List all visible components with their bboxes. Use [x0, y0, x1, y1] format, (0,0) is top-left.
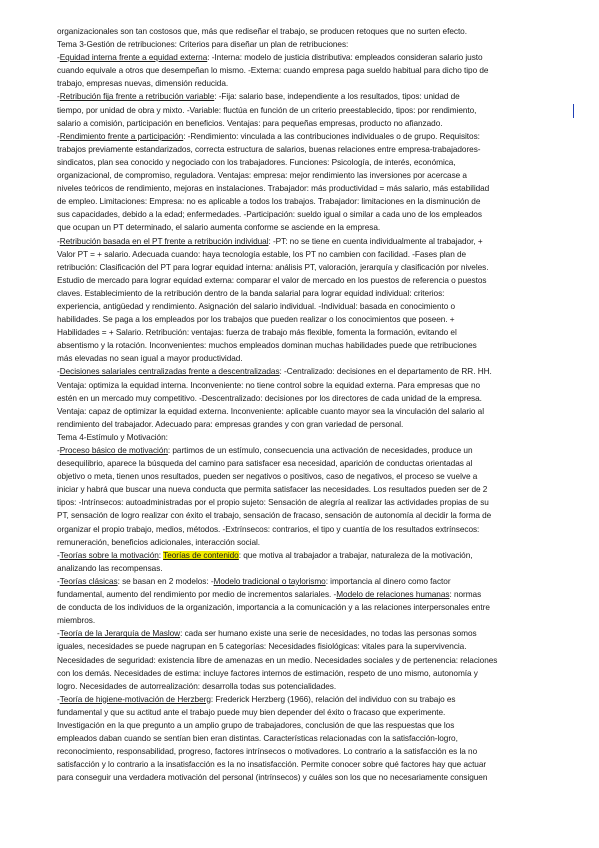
- text-segment: : -Fija: salario base, independiente a los resultados, tipos: unidad de: [214, 92, 460, 102]
- text-line: [57, 365, 569, 378]
- text-line: [57, 117, 569, 130]
- text-segment: Tema 4-Estímulo y Motivación:: [57, 432, 168, 442]
- text-line: [57, 248, 569, 261]
- underlined-heading: Teorías sobre la motivación: [59, 550, 159, 560]
- text-cursor: [573, 104, 574, 118]
- text-segment: miembros.: [57, 616, 96, 626]
- text-line: [57, 221, 569, 234]
- text-segment: -: [57, 694, 60, 704]
- text-segment: PT, sensación de logro realizar con éxito el trabajo, sensación de fracaso, sensación de autonomía al decidir la forma de: [57, 511, 492, 521]
- text-line: [57, 182, 569, 195]
- text-segment: tiempo, por unidad de obra y mixto. -Variable: fluctúa en función de un criterio preestablecido, tipos: por rendimiento,: [57, 105, 477, 115]
- text-segment: de empleo. Limitaciones: Empresa: no es aplicable a todos los trabajos. Trabajador: limitaciones en la disminución de: [57, 197, 481, 207]
- text-line: [57, 588, 569, 601]
- text-segment: fundamental y que su actitud ante el trabajo puede muy bien depender del éxito o fracaso que experimente.: [57, 707, 446, 717]
- underlined-heading: Modelo de relaciones humanas: [336, 590, 450, 600]
- text-segment: tipos: -Intrínsecos: autoadministradas por el propio sujeto: Sensación de alegría al realizar las actividades propias de su: [57, 498, 489, 508]
- text-segment: : cada ser humano existe una serie de necesidades, no todas las personas somos: [180, 629, 477, 639]
- text-segment: estén en un mercado muy competitivo. -Descentralizado: decisiones por los directores de cada unidad de la empresa.: [57, 393, 482, 403]
- text-segment: : -Interna: modelo de justicia distributiva: empleados consideran salario justo: [207, 53, 483, 63]
- text-segment: -: [57, 92, 60, 102]
- underlined-heading: Retribución fija frente a retribución variable: [59, 92, 215, 102]
- text-line: [57, 654, 569, 667]
- text-segment: satisfacción y lo contrario a la insatisfacción es la no insatisfacción. Permite conocer sobre qué factores hay que actuar: [57, 760, 487, 770]
- text-line: [57, 90, 569, 103]
- text-segment: reconocimiento, responsabilidad, progreso, factores intrínsecos o motivadores. Lo contrario a la satisfacción es la no: [57, 747, 478, 757]
- text-segment: -: [57, 367, 60, 377]
- text-segment: trabajos previamente estandarizados, correcta estructura de salarios, buenas relaciones entre empresa-trabajadores-: [57, 144, 481, 154]
- underlined-heading: Teorías clásicas: [59, 576, 118, 586]
- text-segment: Tema 3-Gestión de retribuciones: Criterios para diseñar un plan de retribuciones:: [57, 40, 349, 50]
- text-segment: iguales, necesidades se puede nagrupan en 5 categorías: Necesidades fisiológicas: vitales para la supervivencia.: [57, 642, 467, 652]
- text-line: [57, 235, 569, 248]
- text-segment: habilidades. Se paga a los empleados por los trabajos que pueden realizar o los conocimientos que poseen. +: [57, 315, 455, 325]
- text-line: [57, 470, 569, 483]
- underlined-heading: Modelo tradicional o taylorismo: [213, 576, 326, 586]
- text-segment: : se basan en 2 modelos: -: [117, 576, 214, 586]
- text-line: [57, 627, 569, 640]
- text-segment: -: [57, 131, 60, 141]
- text-segment: Ventaja: optimiza la equidad interna. Inconveniente: no tiene control sobre la equidad externa. Para empresas que no: [57, 380, 481, 390]
- text-segment: rendimiento del trabajador. Adecuado para: empresas grandes y con gran variedad de personal.: [57, 419, 404, 429]
- text-segment: objetivo o meta, tienen unos resultados, pueden ser negativos o positivos, caso de negativos, el proceso se vuelve a: [57, 472, 478, 482]
- text-segment: -: [57, 236, 60, 246]
- text-line: [57, 601, 569, 614]
- text-line: [57, 326, 569, 339]
- text-line: [57, 392, 569, 405]
- text-segment: : -Rendimiento: vinculada a las contribuciones individuales o de grupo. Requisitos:: [183, 131, 480, 141]
- text-line: [57, 287, 569, 300]
- underlined-heading: Decisiones salariales centralizadas frente a descentralizadas: [59, 367, 280, 377]
- text-line: [57, 523, 569, 536]
- text-segment: más elevadas no sean igual a mayor productividad.: [57, 354, 243, 364]
- text-line: [57, 25, 569, 38]
- text-line: [57, 431, 569, 444]
- text-line: [57, 64, 569, 77]
- text-line: [57, 169, 569, 182]
- underlined-heading: Teoría de la Jerarquía de Maslow: [59, 629, 181, 639]
- text-segment: retribución: Clasificación del PT para lograr equidad interna: análisis PT, valoración, jerarquía y clasificación por niveles.: [57, 262, 489, 272]
- text-line: [57, 640, 569, 653]
- text-segment: fundamental, aumento del rendimiento por medio de incrementos salariales. -: [57, 590, 337, 600]
- text-line: [57, 549, 569, 562]
- text-segment: de conducta de los individuos de la organización, importancia a la comunicación y a las relaciones interpersonales entre: [57, 603, 490, 613]
- text-segment: : normas: [449, 590, 482, 600]
- text-segment: cuando equivale a otros que desempeñan lo mismo. -Externa: cuando empresa paga sueldo habitual para dicho tipo de: [57, 66, 489, 76]
- text-line: [57, 51, 569, 64]
- text-line: [57, 680, 569, 693]
- text-line: [57, 614, 569, 627]
- text-line: [57, 745, 569, 758]
- text-segment: : importancia al dinero como factor: [325, 576, 451, 586]
- text-segment: organizar el propio trabajo, medios, métodos. -Extrínsecos: contrarios, el tipo y cuantía de los resultados extrínsecos:: [57, 524, 480, 534]
- text-segment: remuneración, beneficios adicionales, interacción social.: [57, 537, 261, 547]
- text-segment: sus capacidades, debido a la edad; enfermedades. -Participación: sueldo igual o similar a cada uno de los empleados: [57, 210, 482, 220]
- text-line: [57, 575, 569, 588]
- text-line: [57, 536, 569, 549]
- text-segment: organizacional, de compromiso, reguladora. Ventajas: empresa: mejor rendimiento las inversiones por acercase a: [57, 171, 467, 181]
- text-segment: : que motiva al trabajador a trabajar, naturaleza de la motivación,: [238, 550, 473, 560]
- text-segment: Valor PT = + salario. Adecuada cuando: haya tecnología estable, los PT no cambien con facilidad. -Fases plan de: [57, 249, 467, 259]
- text-segment: iniciar y habrá que buscar una nueva conducta que permita satisfacer las necesidades. Los resultados pueden ser de 2: [57, 485, 488, 495]
- text-line: [57, 195, 569, 208]
- text-line: [57, 457, 569, 470]
- text-line: [57, 758, 569, 771]
- text-segment: : -PT: no se tiene en cuenta individualmente al trabajador, +: [268, 236, 483, 246]
- underlined-heading: Proceso básico de motivación: [59, 446, 168, 455]
- text-line: [57, 104, 569, 117]
- text-segment: experiencia, antigüedad y rendimiento. Asignación del salario individual. -Individual: basada en conocimiento o: [57, 301, 456, 311]
- text-line: [57, 313, 569, 326]
- text-line: [57, 719, 569, 732]
- text-line: [57, 509, 569, 522]
- text-segment: sindicatos, plan sea conocido y negociado con los trabajadores. Funciones: Psicología, de interés, económica,: [57, 157, 456, 167]
- text-line: [57, 483, 569, 496]
- text-line: [57, 300, 569, 313]
- text-segment: -: [57, 629, 60, 639]
- text-segment: Investigación en la que pregunto a un amplio grupo de trabajadores, conclusión de que las respuestas que los: [57, 720, 455, 730]
- text-line: [57, 352, 569, 365]
- text-segment: Necesidades de seguridad: existencia libre de amenazas en un medio. Necesidades sociales y de pertenencia: relaciones: [57, 655, 498, 665]
- text-segment: absentismo y la rotación. Inconvenientes: muchos empleados dominan muchas habilidades puede que retribuciones: [57, 341, 477, 351]
- text-segment: :: [158, 550, 164, 560]
- text-line: [57, 261, 569, 274]
- text-segment: : Frederick Herzberg (1966), relación del individuo con su trabajo es: [210, 694, 456, 704]
- text-line: [57, 444, 569, 457]
- text-line: [57, 496, 569, 509]
- text-line: [57, 156, 569, 169]
- text-segment: -: [57, 550, 60, 560]
- text-line: [57, 771, 569, 784]
- text-line: [57, 732, 569, 745]
- text-segment: desequilibrio, aparece la búsqueda del camino para satisfacer esa necesidad, aparición de conductas orientadas al: [57, 459, 473, 469]
- text-segment: -: [57, 446, 60, 455]
- text-segment: organizacionales son tan costosos que, más que rediseñar el trabajo, se producen retoques que no surten efecto.: [57, 27, 467, 36]
- underlined-heading: Teoría de higiene-motivación de Herzberg: [59, 694, 211, 704]
- text-line: [57, 379, 569, 392]
- text-segment: Habilidades = + Salario. Retribución: ventajas: fuerza de trabajo más flexible, fomenta la formación, evitando el: [57, 328, 457, 338]
- text-segment: Ventaja: capaz de optimizar la equidad externa. Inconveniente: aplicable cuanto mayor sea la vinculación del salario al: [57, 406, 484, 416]
- text-line: [57, 77, 569, 90]
- text-line: [57, 706, 569, 719]
- text-segment: trabajo, empresas nuevas, dimensión reducida.: [57, 79, 229, 89]
- text-segment: logro. Necesidades de autorrealización: desarrolla todas sus potencialidades.: [57, 681, 337, 691]
- underlined-heading: Equidad interna frente a equidad externa: [59, 53, 208, 63]
- text-segment: -: [57, 576, 60, 586]
- text-line: [57, 208, 569, 221]
- text-segment: empleados daban cuando se sentían bien eran distintas. Características relacionadas con la satisfacción-logro,: [57, 734, 458, 744]
- text-segment: con los demás. Necesidades de estima: incluye factores internos de estimación, respeto de uno mismo, autonomía y: [57, 668, 478, 678]
- text-line: [57, 667, 569, 680]
- text-line: [57, 130, 569, 143]
- highlighted-text: Teorías de contenido: [163, 550, 239, 560]
- text-segment: Estudio de mercado para lograr equidad externa: comparar el valor de mercado en los puestos de referencia o puestos: [57, 275, 487, 285]
- text-line: [57, 418, 569, 431]
- text-segment: salario a comisión, participación en beneficios. Ventajas: para pequeñas empresas, producto no afianzado.: [57, 118, 443, 128]
- underlined-heading: Retribución basada en el PT frente a retribución individual: [59, 236, 269, 246]
- document-body: [57, 25, 569, 784]
- text-line: [57, 339, 569, 352]
- text-line: [57, 38, 569, 51]
- text-line: [57, 143, 569, 156]
- text-segment: -: [57, 53, 60, 63]
- text-line: [57, 405, 569, 418]
- text-line: [57, 562, 569, 575]
- text-segment: : -Centralizado: decisiones en el departamento de RR. HH.: [279, 367, 492, 377]
- text-line: [57, 693, 569, 706]
- text-segment: analizando las recompensas.: [57, 563, 163, 573]
- text-segment: claves. Establecimiento de la retribución dentro de la banda salarial para lograr equidad individual: criterios:: [57, 288, 445, 298]
- text-segment: que ocupan un PT determinado, el salario aumenta conforme se asciende en la empresa.: [57, 223, 381, 233]
- text-segment: niveles teóricos de rendimiento, mejoras en instalaciones. Trabajador: más productividad = más salario, más estabilidad: [57, 184, 490, 194]
- text-segment: para conseguir una verdadera motivación del personal (intrínsecos) y cuáles son los que no necesariamente consiguen: [57, 773, 488, 783]
- text-line: [57, 274, 569, 287]
- underlined-heading: Rendimiento frente a participación: [59, 131, 184, 141]
- text-segment: : partimos de un estímulo, consecuencia una activación de necesidades, produce un: [167, 446, 473, 455]
